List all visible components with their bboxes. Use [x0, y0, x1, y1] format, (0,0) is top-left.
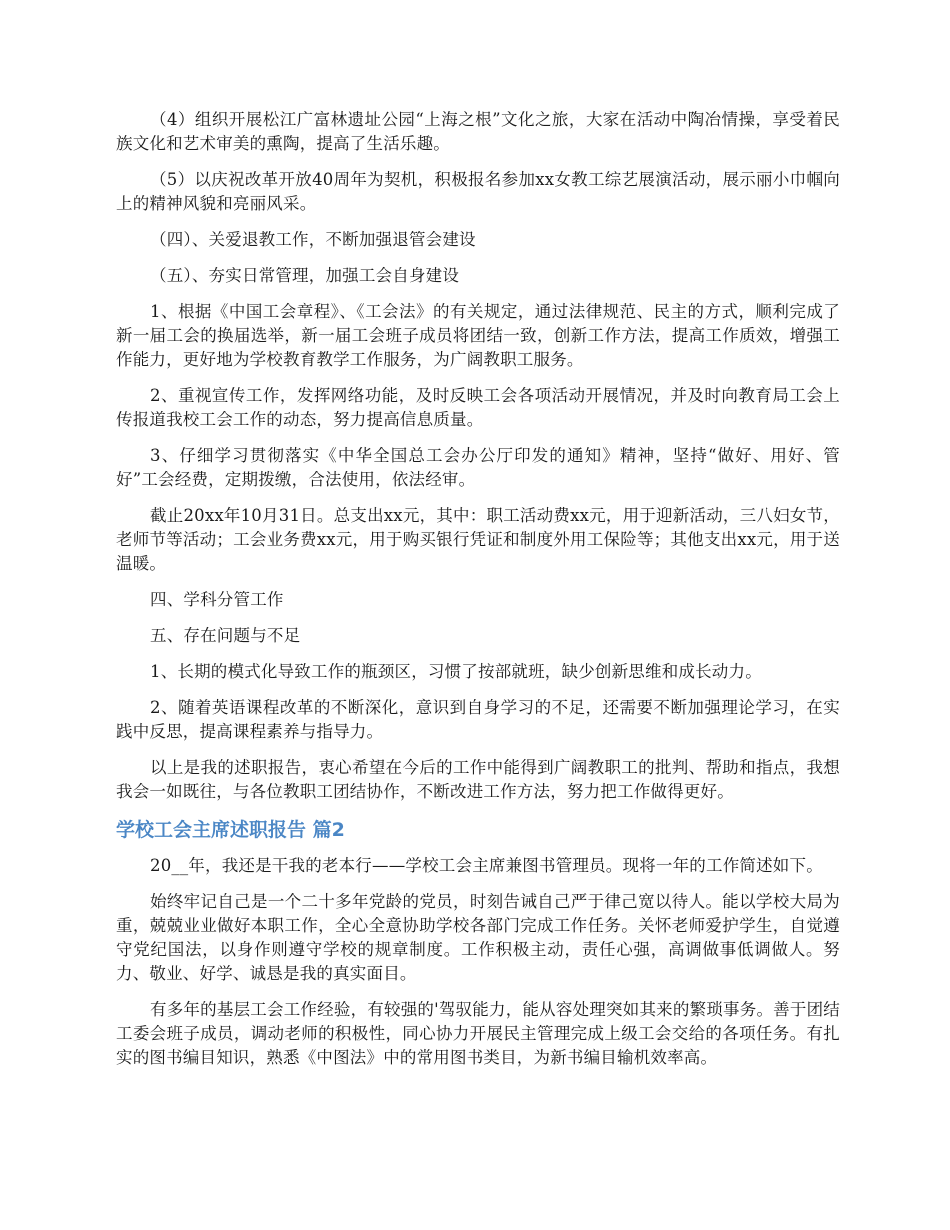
section-2-heading: 学校工会主席述职报告 篇2 — [116, 819, 345, 841]
paragraph: （5）以庆祝改革开放40周年为契机，积极报名参加xx女教工综艺展演活动，展示丽小巾帼向上的精神风貌和亮丽风采。 — [116, 170, 840, 213]
subheading: （四）、关爱退教工作，不断加强退管会建设 — [150, 230, 476, 249]
subheading: 四、学科分管工作 — [150, 590, 284, 609]
paragraph: 有多年的基层工会工作经验，有较强的'驾驭能力，能从容处理突如其来的繁琐事务。善于团结工委会班子成员，调动老师的积极性，同心协力开展民主管理完成上级工会交给的各项任务。有扎实的图书编目知识，熟悉《中图法》中的常用图书类目，为新书编目输机效率高。 — [116, 1000, 840, 1067]
paragraph: 以上是我的述职报告，衷心希望在今后的工作中能得到广阔教职工的批判、帮助和指点，我想我会一如既往，与各位教职工团结协作，不断改进工作方法，努力把工作做得更好。 — [116, 758, 840, 801]
subheading: （五）、夯实日常管理，加强工会自身建设 — [150, 266, 460, 285]
paragraph: 2、随着英语课程改革的不断深化，意识到自身学习的不足，还需要不断加强理论学习，在实践中反思，提高课程素养与指导力。 — [116, 698, 840, 741]
paragraph: 1、根据《中国工会章程》、《工会法》的有关规定，通过法律规范、民主的方式，顺利完成了新一届工会的换届选举，新一届工会班子成员将团结一致，创新工作方法，提高工作质效，增强工作能力，更好地为学校教育教学工作服务，为广阔教职工服务。 — [116, 302, 840, 369]
paragraph: 2、重视宣传工作，发挥网络功能，及时反映工会各项活动开展情况，并及时向教育局工会上传报道我校工会工作的动态，努力提高信息质量。 — [116, 386, 840, 429]
paragraph: 1、长期的模式化导致工作的瓶颈区，习惯了按部就班，缺少创新思维和成长动力。 — [150, 662, 762, 681]
subheading: 五、存在问题与不足 — [150, 626, 301, 645]
document-page — [116, 108, 840, 1082]
paragraph: 截止20xx年10月31日。总支出xx元，其中：职工活动费xx元，用于迎新活动，三八妇女节，老师节等活动；工会业务费xx元，用于购买银行凭证和制度外用工保险等；其他支出xx元，用于送温暖。 — [116, 506, 840, 573]
paragraph: 20__年，我还是干我的老本行——学校工会主席兼图书管理员。现将一年的工作简述如下。 — [150, 856, 823, 875]
paragraph: 始终牢记自己是一个二十多年党龄的党员，时刻告诫自己严于律己宽以待人。能以学校大局为重，兢兢业业做好本职工作，全心全意协助学校各部门完成工作任务。关怀老师爱护学生，自觉遵守党纪国法，以身作则遵守学校的规章制度。工作积极主动，责任心强，高调做事低调做人。努力、敬业、好学、诚恳是我的真实面目。 — [116, 892, 840, 983]
section-2 — [116, 854, 840, 1070]
paragraph: 3、仔细学习贯彻落实《中华全国总工会办公厅印发的通知》精神，坚持“做好、用好、管好”工会经费，定期拨缴，合法使用，依法经审。 — [116, 446, 840, 489]
section-1 — [116, 108, 840, 804]
paragraph: （4）组织开展松江广富林遗址公园“上海之根”文化之旅，大家在活动中陶冶情操，享受着民族文化和艺术审美的熏陶，提高了生活乐趣。 — [116, 110, 840, 153]
